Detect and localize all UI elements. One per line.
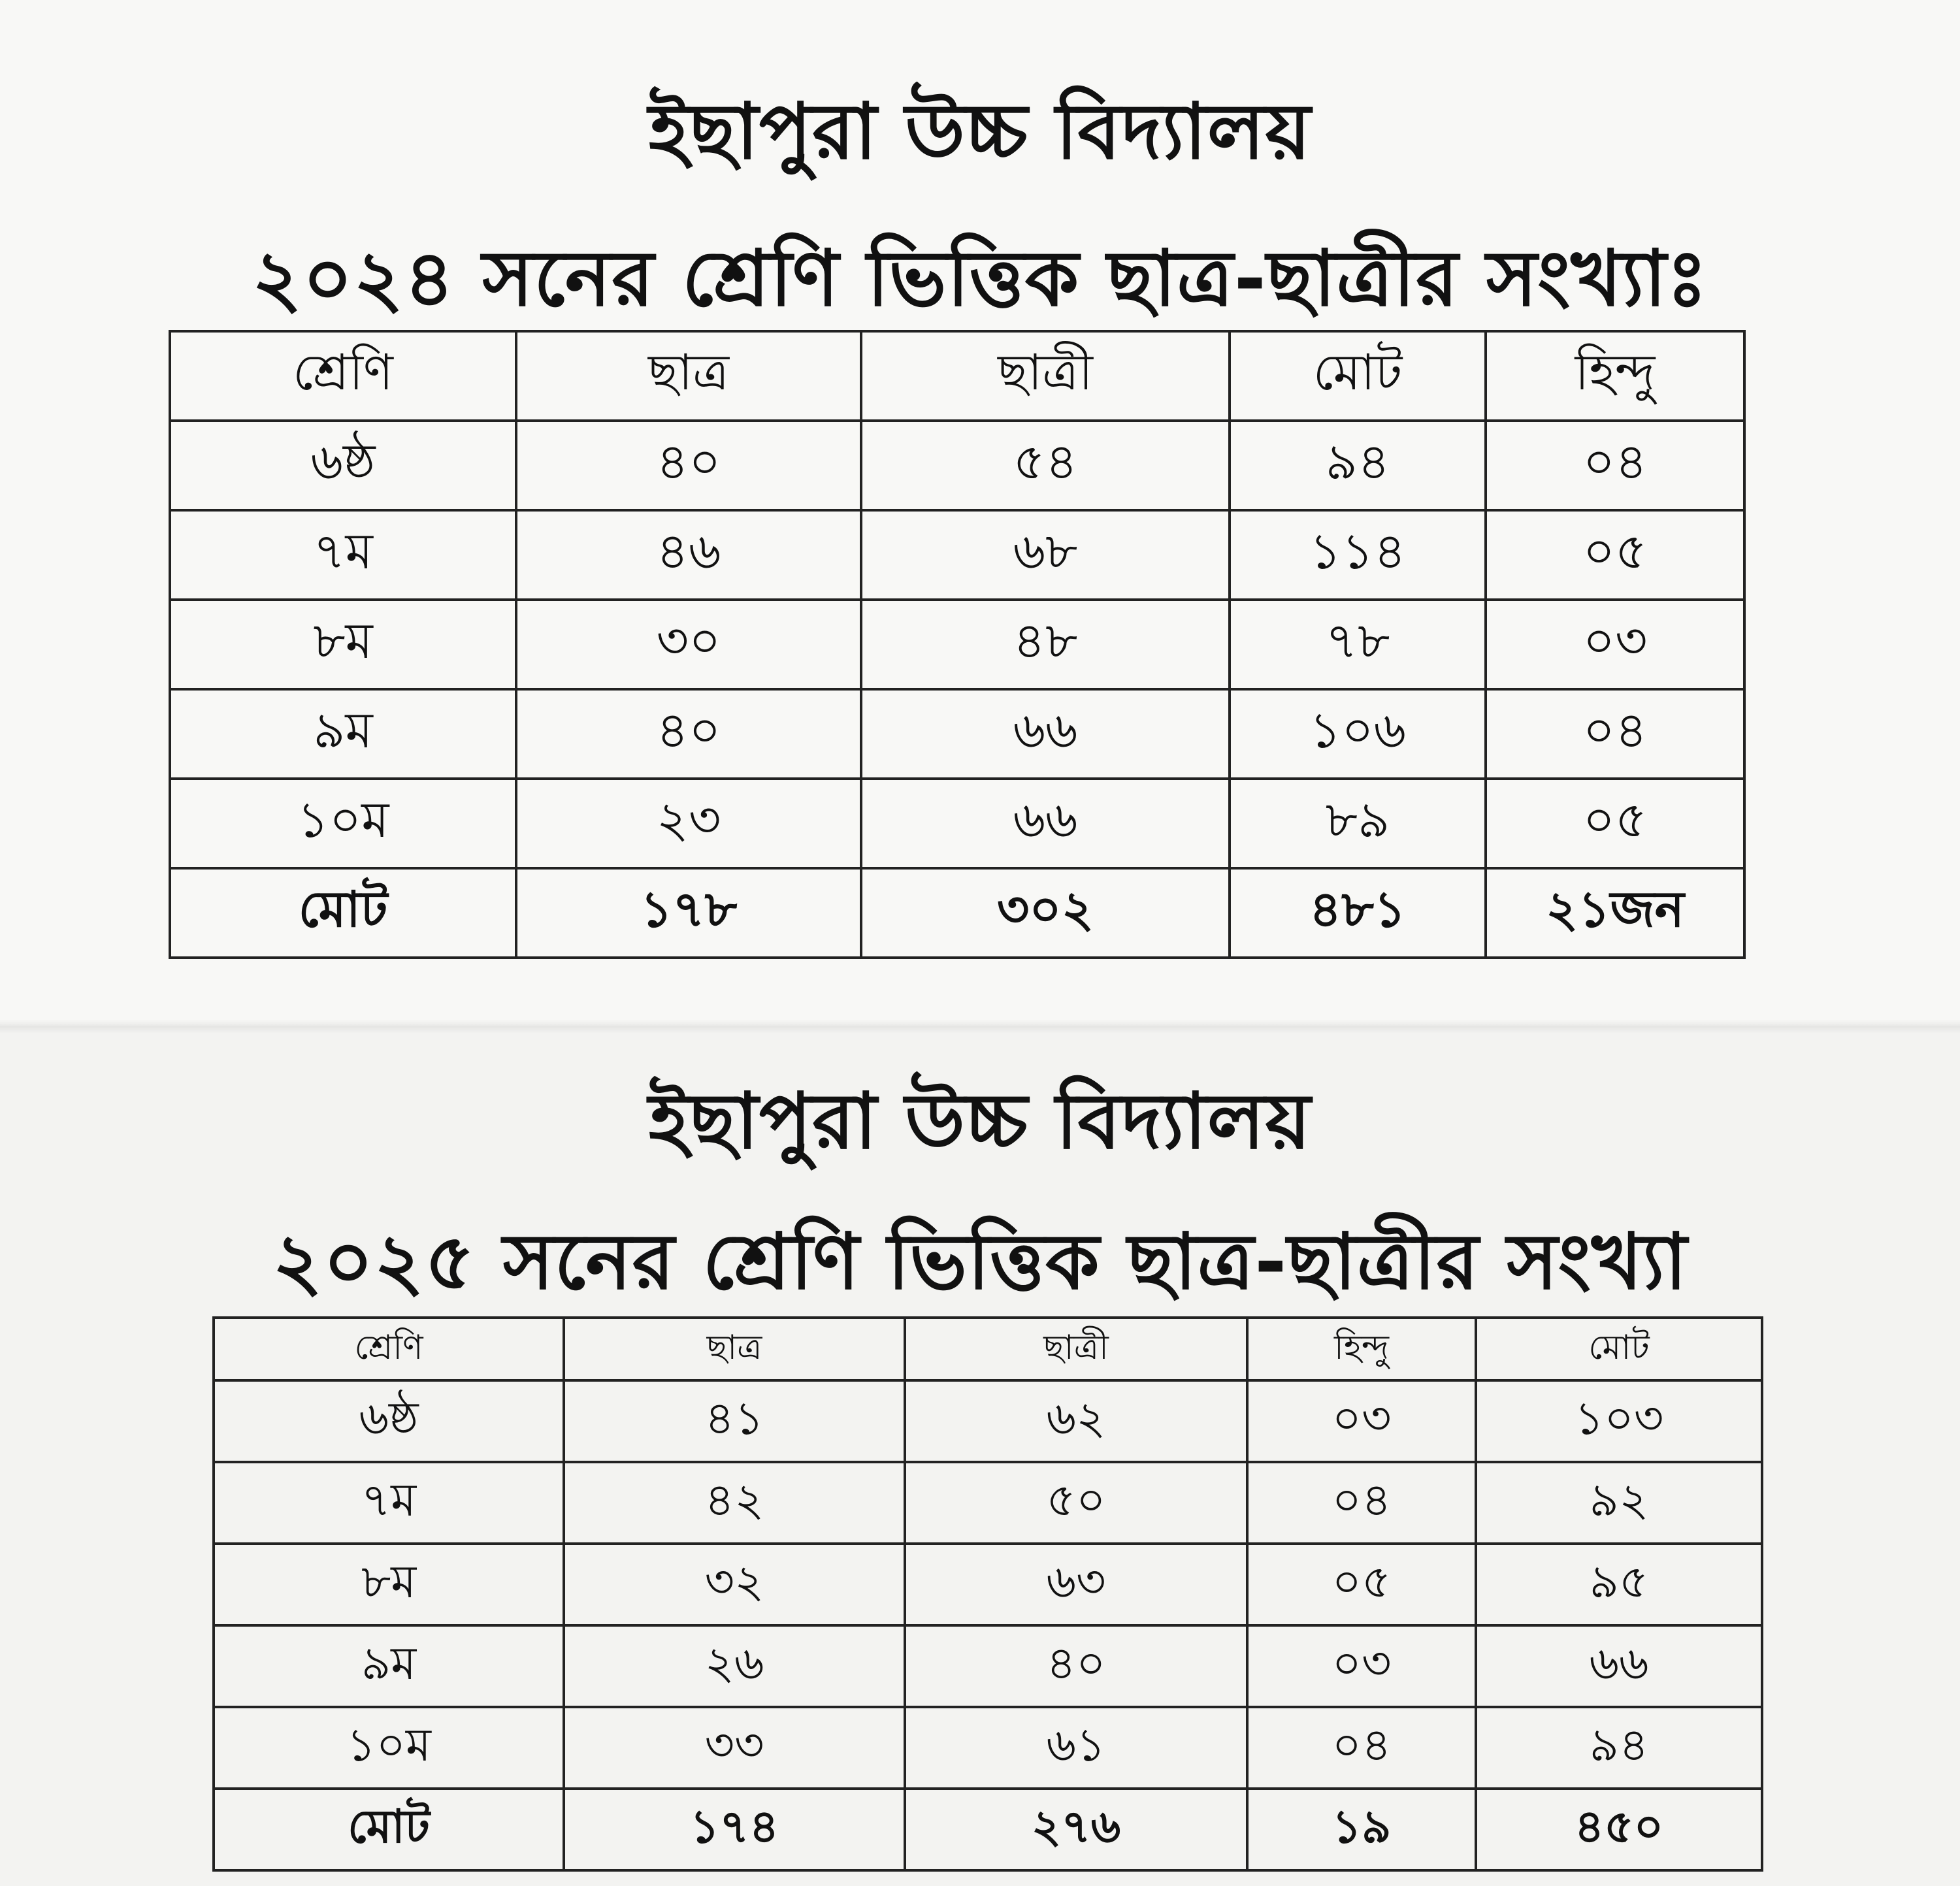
table-cell: ২১জন [1486, 868, 1744, 958]
table-cell: ০৪ [1247, 1462, 1476, 1544]
table-cell: ০৪ [1486, 421, 1744, 510]
header-cell: হিন্দু [1486, 331, 1744, 421]
table-cell: ৪৮১ [1230, 868, 1486, 958]
header-cell: ছাত্র [564, 1318, 905, 1380]
table-total-row [170, 868, 1744, 958]
table-row [214, 1462, 1762, 1544]
table-cell: ৫৪ [861, 421, 1230, 510]
enrollment-table-2024 [169, 330, 1746, 959]
table-row [214, 1625, 1762, 1707]
table-cell: ১০৬ [1230, 689, 1486, 779]
table-header-row [170, 331, 1744, 421]
table-cell: ২৭৬ [905, 1789, 1247, 1870]
table-cell: ৬৬ [1476, 1625, 1762, 1707]
table-cell: ২৩ [516, 779, 861, 868]
table-cell: ৮ম [170, 600, 516, 689]
table-cell: ৮ম [214, 1544, 564, 1625]
table-cell: ৪৫০ [1476, 1789, 1762, 1870]
table-cell: ৬৮ [861, 510, 1230, 600]
table-cell: ৭ম [170, 510, 516, 600]
header-cell: ছাত্রী [905, 1318, 1247, 1380]
table-row [170, 600, 1744, 689]
school-title-2025: ইছাপুরা উচ্চ বিদ্যালয় [648, 1076, 1312, 1166]
table-cell: ৬৩ [905, 1544, 1247, 1625]
header-cell: হিন্দু [1247, 1318, 1476, 1380]
table-cell: ৪১ [564, 1380, 905, 1462]
table-cell: মোট [170, 868, 516, 958]
sheet-divider [0, 1019, 1960, 1033]
table-cell: ১৯ [1247, 1789, 1476, 1870]
table-cell: ৪০ [516, 421, 861, 510]
table-row [214, 1380, 1762, 1462]
header-cell: মোট [1476, 1318, 1762, 1380]
table-cell: ১১৪ [1230, 510, 1486, 600]
table-cell: ৫০ [905, 1462, 1247, 1544]
header-cell: ছাত্র [516, 331, 861, 421]
table-cell: ৭ম [214, 1462, 564, 1544]
table-cell: ১০৩ [1476, 1380, 1762, 1462]
table-cell: ০৪ [1247, 1707, 1476, 1789]
table-header-row [214, 1318, 1762, 1380]
table-cell: ৩৩ [564, 1707, 905, 1789]
header-cell: শ্রেণি [170, 331, 516, 421]
table-cell: ৬১ [905, 1707, 1247, 1789]
table-cell: ৪০ [905, 1625, 1247, 1707]
enrollment-table-2025 [212, 1316, 1763, 1872]
table-cell: ৯৪ [1230, 421, 1486, 510]
table-cell: ৪০ [516, 689, 861, 779]
table-row [170, 510, 1744, 600]
table-cell: ৬৬ [861, 689, 1230, 779]
table-cell: ৯ম [214, 1625, 564, 1707]
table-cell: ০৫ [1247, 1544, 1476, 1625]
header-cell: শ্রেণি [214, 1318, 564, 1380]
table-cell: ৬৬ [861, 779, 1230, 868]
table-cell: ১৭৪ [564, 1789, 905, 1870]
table-cell: ৯২ [1476, 1462, 1762, 1544]
table-cell: ০৩ [1247, 1625, 1476, 1707]
table-cell: ২৬ [564, 1625, 905, 1707]
table-cell: ০৩ [1247, 1380, 1476, 1462]
table-cell: ১৭৮ [516, 868, 861, 958]
table-cell: ০৩ [1486, 600, 1744, 689]
table-cell: ৭৮ [1230, 600, 1486, 689]
table-row [170, 421, 1744, 510]
table-cell: ৬ষ্ঠ [214, 1380, 564, 1462]
table-cell: ৩০২ [861, 868, 1230, 958]
table-cell: ৪৬ [516, 510, 861, 600]
table-subtitle-2024: ২০২৪ সনের শ্রেণি ভিত্তিক ছাত্র-ছাত্রীর সংখ্যাঃ [252, 233, 1708, 323]
table-subtitle-2025: ২০২৫ সনের শ্রেণি ভিত্তিক ছাত্র-ছাত্রীর সংখ্যা [272, 1216, 1688, 1307]
table-row [214, 1544, 1762, 1625]
table-cell: ৩২ [564, 1544, 905, 1625]
table-cell: ৪২ [564, 1462, 905, 1544]
table-cell: ৬২ [905, 1380, 1247, 1462]
table-cell: ১০ম [170, 779, 516, 868]
table-row [170, 779, 1744, 868]
table-cell: ৬ষ্ঠ [170, 421, 516, 510]
table-cell: ১০ম [214, 1707, 564, 1789]
table-cell: ০৫ [1486, 510, 1744, 600]
table-row [214, 1707, 1762, 1789]
table-total-row [214, 1789, 1762, 1870]
table-cell: ৮৯ [1230, 779, 1486, 868]
table-cell: ৯৪ [1476, 1707, 1762, 1789]
table-cell: মোট [214, 1789, 564, 1870]
table-cell: ৯ম [170, 689, 516, 779]
table-cell: ৪৮ [861, 600, 1230, 689]
table-row [170, 689, 1744, 779]
table-cell: ৩০ [516, 600, 861, 689]
table-cell: ০৫ [1486, 779, 1744, 868]
school-title-2024: ইছাপুরা উচ্চ বিদ্যালয় [648, 86, 1312, 176]
header-cell: মোট [1230, 331, 1486, 421]
table-cell: ০৪ [1486, 689, 1744, 779]
table-cell: ৯৫ [1476, 1544, 1762, 1625]
header-cell: ছাত্রী [861, 331, 1230, 421]
